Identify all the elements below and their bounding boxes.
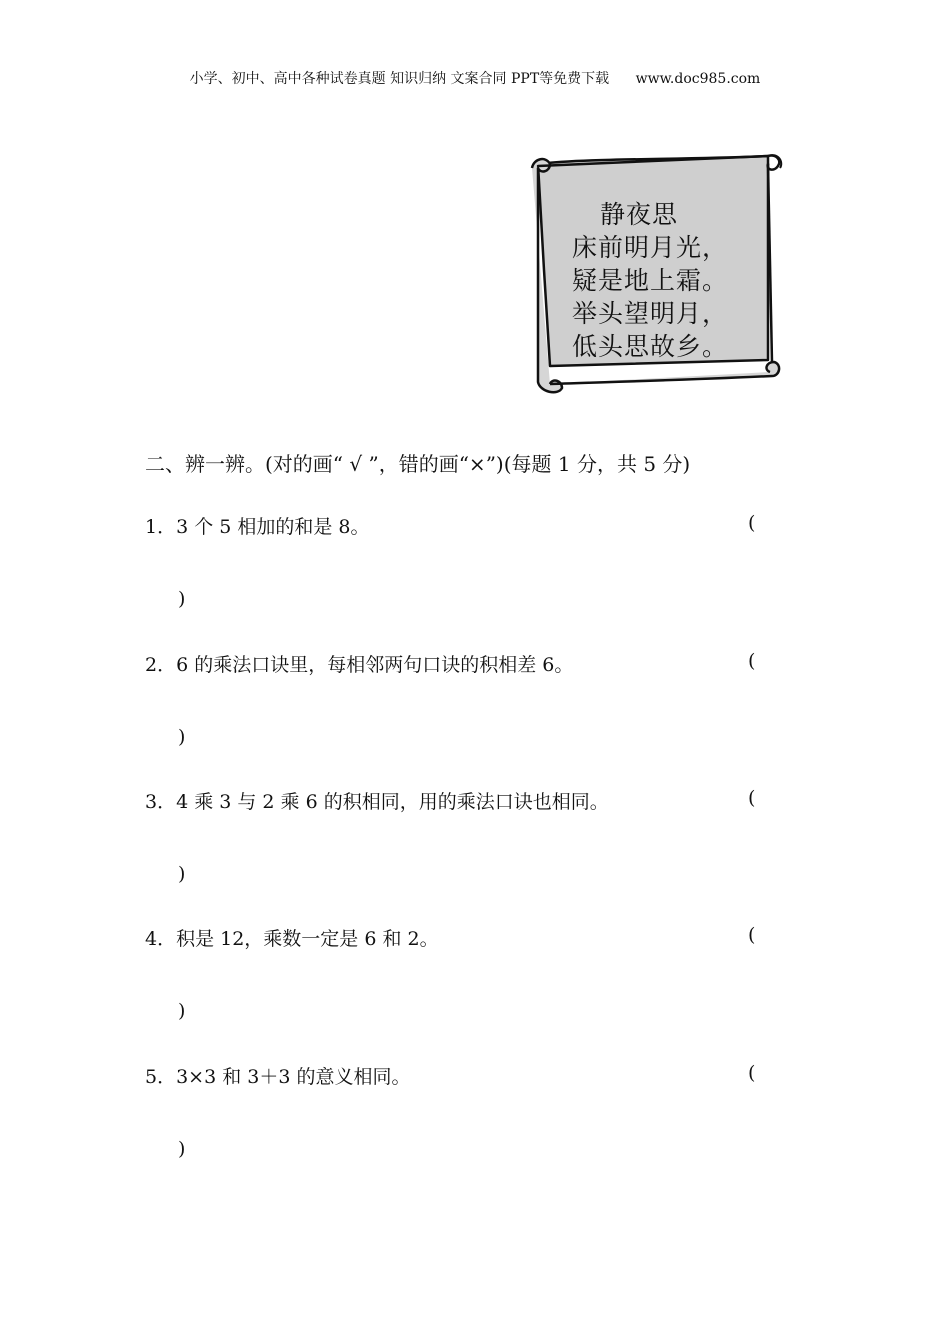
poem-line: 低头思故乡。 [572,332,729,361]
header-site: www.doc985.com [635,71,761,87]
poem-line: 举头望明月， [572,299,729,328]
answer-open-paren[interactable]: ( [748,650,756,672]
answer-open-paren[interactable]: ( [748,787,756,809]
poem-title: 静夜思 [600,200,679,229]
poem-scroll [528,150,786,402]
answer-open-paren[interactable]: ( [748,512,756,534]
question-text: 4．积是 12，乘数一定是 6 和 2。 [145,928,439,950]
answer-close-paren[interactable]: ) [178,1138,186,1160]
poem [572,198,772,363]
answer-open-paren[interactable]: ( [748,924,756,946]
section-title: 二、辨一辨。(对的画“ √ ”，错的画“×”)(每题 1 分，共 5 分) [145,452,691,476]
question-text: 1．3 个 5 相加的和是 8。 [145,516,370,538]
header-text: 小学、初中、高中各种试卷真题 知识归纳 文案合同 PPT等免费下载 [189,71,610,87]
poem-line: 床前明月光， [572,233,729,262]
page-header [0,68,950,88]
answer-close-paren[interactable]: ) [178,588,186,610]
answer-close-paren[interactable]: ) [178,726,186,748]
question-text: 3．4 乘 3 与 2 乘 6 的积相同，用的乘法口诀也相同。 [145,791,609,813]
answer-open-paren[interactable]: ( [748,1062,756,1084]
poem-line: 疑是地上霜。 [572,266,729,295]
question-text: 5．3×3 和 3＋3 的意义相同。 [145,1066,411,1088]
question-text: 2．6 的乘法口诀里，每相邻两句口诀的积相差 6。 [145,654,574,676]
answer-close-paren[interactable]: ) [178,863,186,885]
answer-close-paren[interactable]: ) [178,1000,186,1022]
